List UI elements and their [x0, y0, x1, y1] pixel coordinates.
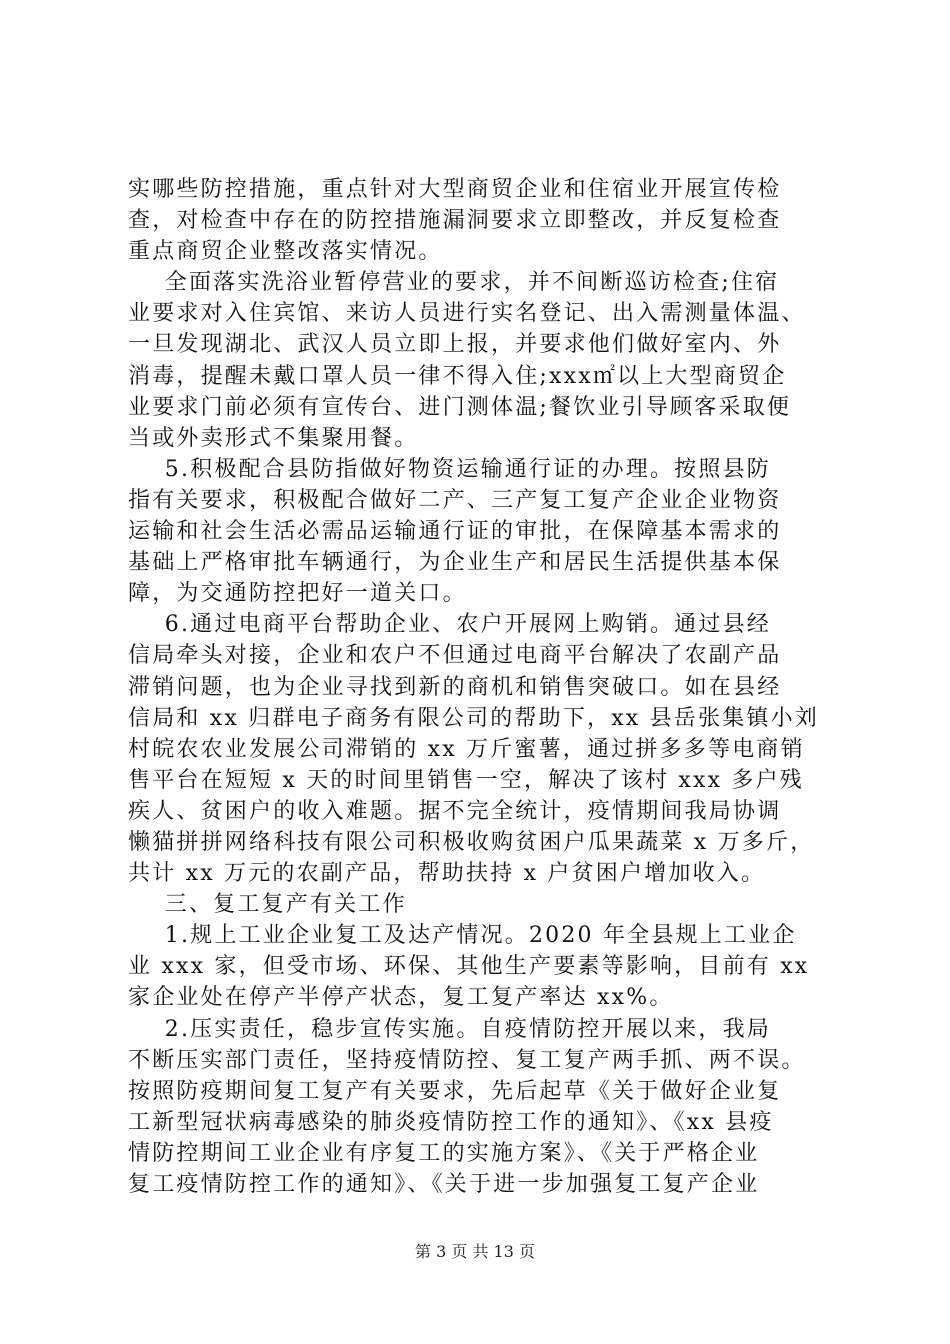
text-line: 售平台在短短 x 天的时间里销售一空，解决了该村 xxx 多户残: [128, 767, 805, 793]
text-line: 指有关要求，积极配合做好二产、三产复工复产企业企业物资: [128, 487, 782, 513]
text-line: 全面落实洗浴业暂停营业的要求，并不间断巡访检查;住宿: [128, 270, 780, 296]
text-line: 查，对检查中存在的防控措施漏洞要求立即整改，并反复检查: [128, 208, 782, 234]
text-line: 2.压实责任，稳步宣传实施。自疫情防控开展以来，我局: [128, 1016, 771, 1042]
text-line: 6.通过电商平台帮助企业、农户开展网上购销。通过县经: [128, 612, 771, 638]
text-line: 共计 xx 万元的农副产品，帮助扶持 x 户贫困户增加收入。: [128, 861, 766, 887]
text-line: 三、复工复产有关工作: [128, 892, 407, 918]
text-line: 一旦发现湖北、武汉人员立即上报，并要求他们做好室内、外: [128, 332, 782, 358]
text-line: 重点商贸企业整改落实情况。: [128, 239, 443, 265]
text-line: 信局和 xx 归群电子商务有限公司的帮助下，xx 县岳张集镇小刘: [128, 705, 820, 731]
text-line: 实哪些防控措施，重点针对大型商贸企业和住宿业开展宣传检: [128, 177, 782, 202]
text-line: 疾人、贫困户的收入难题。据不完全统计，疫情期间我局协调: [128, 798, 782, 824]
text-line: 工新型冠状病毒感染的肺炎疫情防控工作的通知》、《xx 县疫: [128, 1109, 774, 1135]
text-line: 业 xxx 家，但受市场、环保、其他生产要素等影响，目前有 xx: [128, 954, 810, 980]
text-line: 基础上严格审批车辆通行，为企业生产和居民生活提供基本保: [128, 550, 782, 576]
document-body: [128, 174, 833, 1200]
text-line: 消毒，提醒未戴口罩人员一律不得入住;xxx㎡以上大型商贸企: [128, 363, 787, 389]
text-line: 懒猫拼拼网络科技有限公司积极收购贫困户瓜果蔬菜 x 万多斤，: [128, 829, 815, 855]
text-line: 家企业处在停产半停产状态，复工复产率达 xx%。: [128, 985, 674, 1011]
text-line: 情防控期间工业企业有序复工的实施方案》、《关于严格企业: [128, 1140, 760, 1166]
text-line: 按照防疫期间复工复产有关要求，先后起草《关于做好企业复: [128, 1078, 782, 1104]
text-line: 村皖农农业发展公司滞销的 xx 万斤蜜薯，通过拼多多等电商销: [128, 736, 805, 762]
page-footer: 第 3 页 共 13 页: [415, 1242, 535, 1261]
text-line: 运输和社会生活必需品运输通行证的审批，在保障基本需求的: [128, 519, 782, 545]
text-line: 业要求对入住宾馆、来访人员进行实名登记、出入需测量体温、: [128, 301, 806, 327]
text-line: 不断压实部门责任，坚持疫情防控、复工复产两手抓、两不误。: [128, 1047, 806, 1073]
text-line: 障，为交通防控把好一道关口。: [128, 581, 467, 607]
text-line: 信局牵头对接，企业和农户不但通过电商平台解决了农副产品: [128, 643, 782, 669]
text-line: 5.积极配合县防指做好物资运输通行证的办理。按照县防: [128, 456, 771, 482]
text-line: 业要求门前必须有宣传台、进门测体温;餐饮业引导顾客采取便: [128, 394, 792, 420]
text-line: 滞销问题，也为企业寻找到新的商机和销售突破口。如在县经: [128, 674, 782, 700]
text-line: 1.规上工业企业复工及达产情况。2020 年全县规上工业企: [128, 923, 797, 949]
text-line: 复工疫情防控工作的通知》、《关于进一步加强复工复产企业: [128, 1172, 760, 1197]
text-line: 当或外卖形式不集聚用餐。: [128, 425, 419, 451]
